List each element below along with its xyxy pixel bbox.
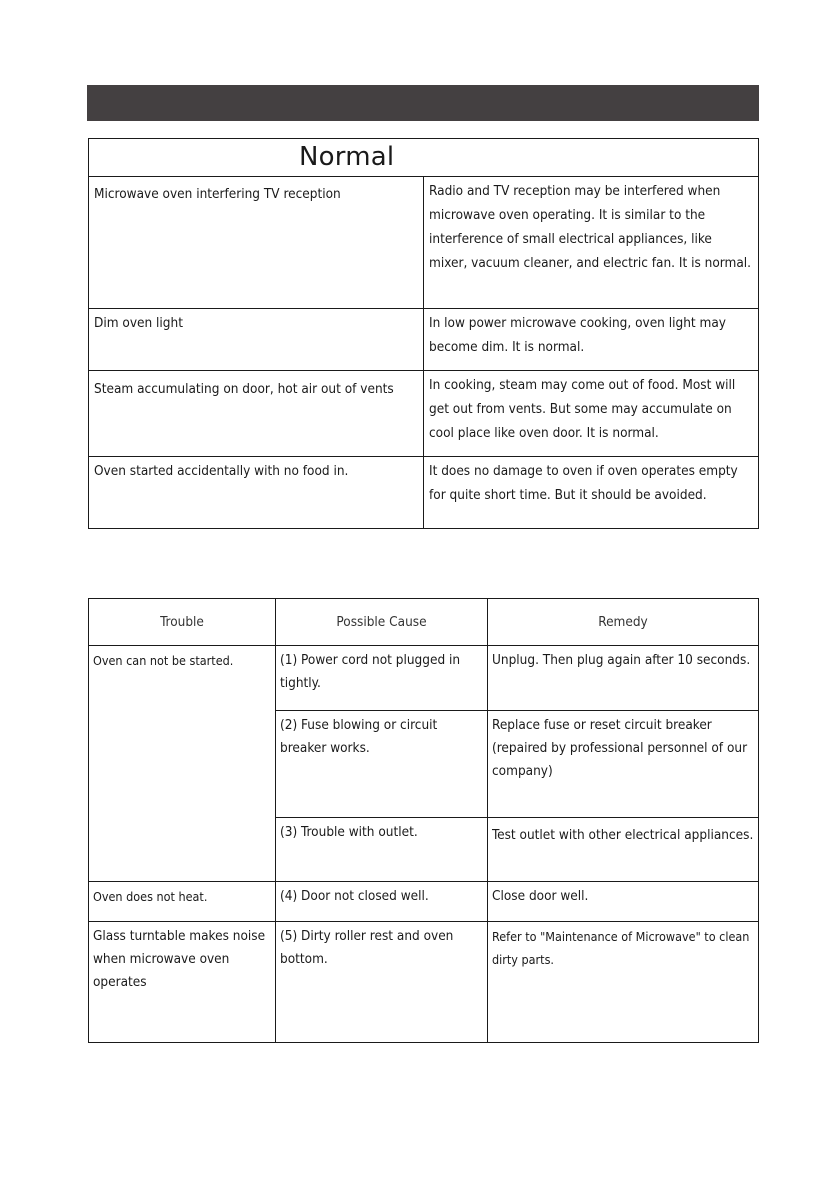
header-remedy: Remedy bbox=[488, 599, 759, 646]
table-row bbox=[89, 882, 759, 922]
table-row bbox=[89, 457, 759, 529]
trouble-cell: Oven does not heat. bbox=[89, 882, 276, 922]
remedy-cell: Refer to "Maintenance of Microwave" to clean dirty parts. bbox=[488, 922, 759, 1043]
issue-cell: Oven started accidentally with no food in. bbox=[89, 457, 424, 529]
explanation-cell: In low power microwave cooking, oven light may become dim. It is normal. bbox=[424, 309, 759, 371]
table-row bbox=[89, 646, 759, 711]
normal-table bbox=[88, 138, 759, 529]
table-row bbox=[89, 177, 759, 309]
explanation-cell: It does no damage to oven if oven operates empty for quite short time. But it should be avoided. bbox=[424, 457, 759, 529]
remedy-cell: Replace fuse or reset circuit breaker (repaired by professional personnel of our company) bbox=[488, 711, 759, 818]
table-row bbox=[89, 371, 759, 457]
cause-cell: (2) Fuse blowing or circuit breaker works. bbox=[276, 711, 488, 818]
explanation-cell: Radio and TV reception may be interfered when microwave oven operating. It is similar to the interference of small electrical appliances, like mixer, vacuum cleaner, and electric fan. It is normal. bbox=[424, 177, 759, 309]
issue-cell: Steam accumulating on door, hot air out of vents bbox=[89, 371, 424, 457]
explanation-cell: In cooking, steam may come out of food. Most will get out from vents. But some may accumulate on cool place like oven door. It is normal. bbox=[424, 371, 759, 457]
remedy-cell: Close door well. bbox=[488, 882, 759, 922]
cause-cell: (4) Door not closed well. bbox=[276, 882, 488, 922]
table-row bbox=[89, 922, 759, 1043]
cause-cell: (5) Dirty roller rest and oven bottom. bbox=[276, 922, 488, 1043]
remedy-cell: Unplug. Then plug again after 10 seconds. bbox=[488, 646, 759, 711]
table-row bbox=[89, 309, 759, 371]
table-header-row bbox=[89, 599, 759, 646]
normal-table-title: Normal bbox=[89, 139, 759, 177]
issue-cell: Microwave oven interfering TV reception bbox=[89, 177, 424, 309]
cause-cell: (1) Power cord not plugged in tightly. bbox=[276, 646, 488, 711]
remedy-cell: Test outlet with other electrical appliances. bbox=[488, 818, 759, 882]
trouble-table bbox=[88, 598, 759, 1043]
header-trouble: Trouble bbox=[89, 599, 276, 646]
issue-cell: Dim oven light bbox=[89, 309, 424, 371]
trouble-cell: Glass turntable makes noise when microwave oven operates bbox=[89, 922, 276, 1043]
trouble-cell: Oven can not be started. bbox=[89, 646, 276, 882]
section-header-bar bbox=[87, 85, 759, 121]
header-possible-cause: Possible Cause bbox=[276, 599, 488, 646]
cause-cell: (3) Trouble with outlet. bbox=[276, 818, 488, 882]
